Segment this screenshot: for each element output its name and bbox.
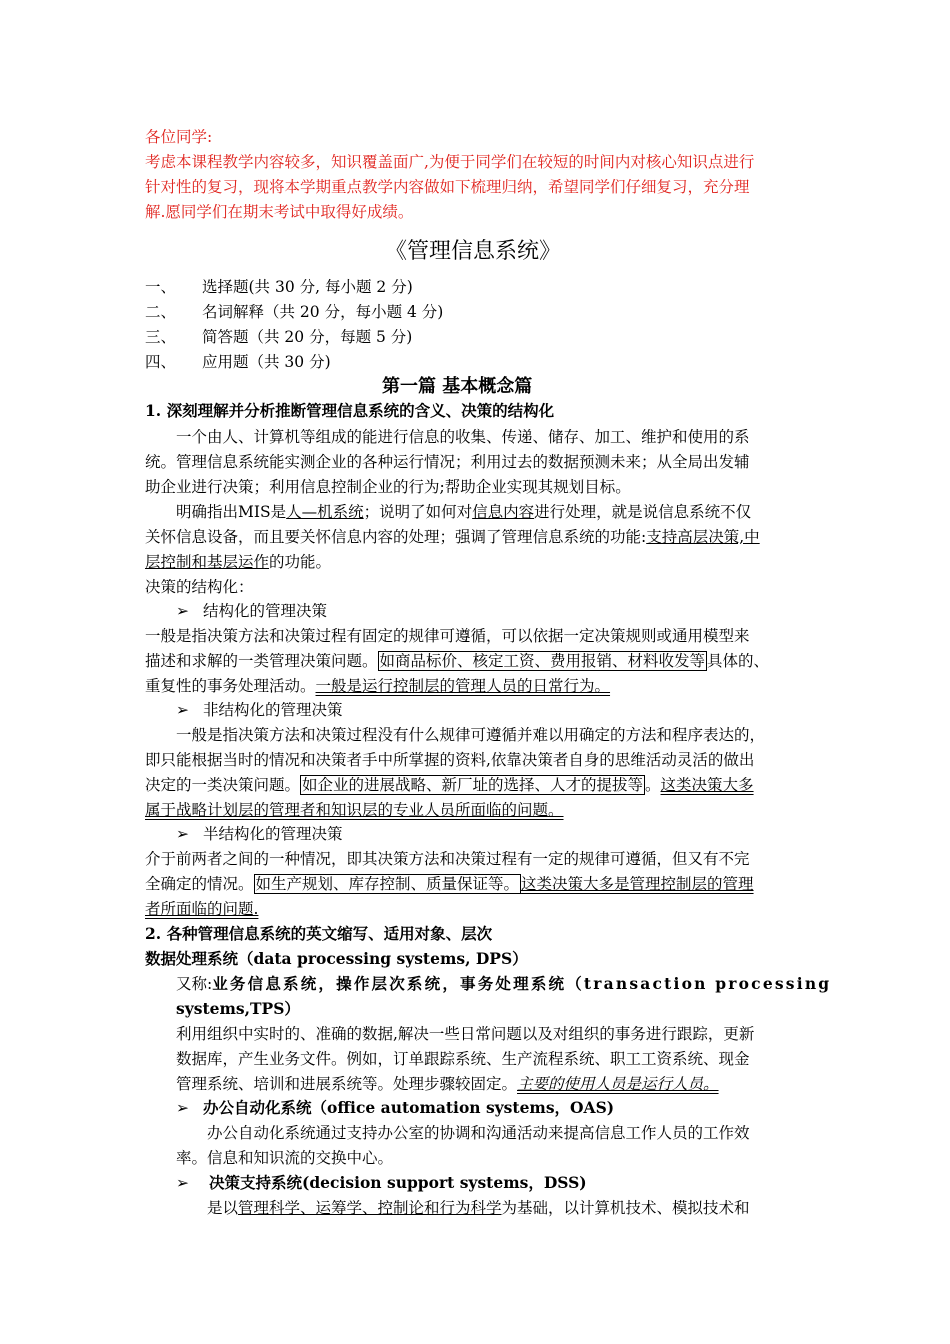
bullet-arrow-icon: ➢ [176, 602, 189, 620]
text-span: 决定的一类决策问题。 [145, 776, 301, 794]
exam-item-1 [145, 277, 413, 297]
structured-line-1: 一般是指决策方法和决策过程有固定的规律可遵循，可以依据一定决策规则或通用模型来 [145, 627, 750, 645]
semistructured-line-1: 介于前两者之间的一种情况，即其决策方法和决策过程有一定的规律可遵循，但又有不完 [145, 850, 750, 868]
semistructured-title-text: 半结构化的管理决策 [203, 825, 343, 843]
semistructured-title [176, 824, 343, 844]
text-span: 是以 [207, 1199, 239, 1217]
dps-line-1: 利用组织中实时的、准确的数据,解决一些日常问题以及对组织的事务进行跟踪，更新 [176, 1025, 755, 1043]
boxed-example: 如商品标价、核定工资、费用报销、材料收发等 [379, 652, 706, 670]
text-span: 的功能。 [269, 553, 332, 571]
double-underlined-text: 这类决策大多 [660, 776, 754, 794]
exam-item-text: 名词解释（共 20 分，每小题 4 分) [202, 303, 444, 321]
intro-greeting: 各位同学: [145, 128, 213, 146]
exam-item-3 [145, 327, 413, 347]
intro-line-2: 针对性的复习，现将本学期重点教学内容做如下梳理归纳，希望同学们仔细复习，充分理 [145, 178, 750, 196]
bullet-arrow-icon: ➢ [176, 1174, 189, 1192]
structured-title-text: 结构化的管理决策 [203, 602, 328, 620]
double-underlined-text: 者所面临的问题. [145, 900, 259, 918]
text-span: 关怀信息设备，而且要关怀信息内容的处理；强调了管理信息系统的功能: [145, 528, 647, 546]
structured-line-3 [145, 676, 610, 696]
unstructured-line-4 [145, 800, 564, 820]
text-span: 。 [645, 776, 661, 794]
exam-item-text: 简答题（共 20 分，每题 5 分) [202, 328, 413, 346]
oas-line-1: 办公自动化系统通过支持办公室的协调和沟通活动来提高信息工作人员的工作效 [207, 1124, 750, 1142]
text-span: 为基础，以计算机技术、模拟技术和 [501, 1199, 750, 1217]
text-span: ；说明了如何对 [363, 503, 473, 521]
underlined-term: 管理科学、运筹学、控制论和行为科学 [238, 1199, 502, 1217]
double-underlined-text: 这类决策大多是管理控制层的管理 [521, 875, 754, 893]
unstructured-line-3 [145, 775, 754, 795]
bullet-arrow-icon: ➢ [176, 825, 189, 843]
exam-item-num: 二、 [145, 303, 177, 321]
exam-item-4 [145, 352, 331, 372]
exam-item-2 [145, 302, 444, 322]
section2-heading: 2. 各种管理信息系统的英文缩写、适用对象、层次 [145, 924, 493, 943]
text-span: 重复性的事务处理活动。 [145, 677, 316, 695]
boxed-example: 如企业的进展战略、新厂址的选择、人才的提拔等 [302, 776, 644, 794]
semistructured-line-3 [145, 899, 258, 919]
boxed-example: 如生产规划、库存控制、质量保证等。 [255, 875, 520, 893]
dps-line-2: 数据库，产生业务文件。例如，订单跟踪系统、生产流程系统、职工工资系统、现金 [176, 1050, 750, 1068]
exam-item-text: 选择题(共 30 分, 每小题 2 分) [202, 278, 413, 296]
exam-item-num: 一、 [145, 278, 177, 296]
unstructured-line-2: 即只能根据当时的情况和决策者手中所掌握的资料,依靠决策者自身的思维活动灵活的做出 [145, 751, 755, 769]
section1-para1-line2: 统。管理信息系统能实测企业的各种运行情况；利用过去的数据预测未来；从全局出发辅 [145, 453, 750, 471]
oas-title [176, 1098, 614, 1118]
double-underlined-text: 属于战略计划层的管理者和知识层的专业人员所面临的问题。 [145, 801, 564, 819]
structured-title [176, 601, 327, 621]
underlined-term: 支持高层决策,中 [646, 528, 760, 546]
part1-title: 第一篇 基本概念篇 [382, 376, 533, 397]
text-span: 具体的、 [707, 652, 770, 670]
decision-structure-label: 决策的结构化： [145, 578, 254, 596]
double-underlined-text: 主要的使用人员是运行人员。 [517, 1075, 719, 1093]
unstructured-line-1: 一般是指决策方法和决策过程没有什么规律可遵循并难以用确定的方法和程序表达的， [176, 726, 766, 744]
text-span: 管理系统、培训和进展系统等。处理步骤较固定。 [176, 1075, 518, 1093]
section1-para1-line3: 助企业进行决策；利用信息控制企业的行为;帮助企业实现其规划目标。 [145, 478, 631, 496]
exam-item-text: 应用题（共 30 分) [202, 353, 331, 371]
oas-line-2: 率。信息和知识流的交换中心。 [176, 1149, 394, 1167]
intro-line-3: 解.愿同学们在期末考试中取得好成绩。 [145, 203, 414, 221]
section1-para1-line1: 一个由人、计算机等组成的能进行信息的收集、传递、储存、加工、维护和使用的系 [176, 428, 750, 446]
underlined-term: 人—机系统 [286, 503, 364, 521]
unstructured-title [176, 700, 343, 720]
text-span: 全确定的情况。 [145, 875, 254, 893]
exam-item-num: 四、 [145, 353, 177, 371]
structured-line-2 [145, 651, 769, 671]
dps-aka-line [176, 974, 832, 994]
dps-aka-line-2: systems,TPS） [176, 999, 300, 1018]
document-title: 《管理信息系统》 [385, 239, 562, 264]
semistructured-line-2 [145, 874, 754, 894]
text-span: 明确指出MIS是 [176, 503, 287, 521]
underlined-term: 信息内容 [472, 503, 535, 521]
bullet-arrow-icon: ➢ [176, 701, 189, 719]
bullet-arrow-icon: ➢ [176, 1099, 189, 1117]
dss-title-text: 决策支持系统(decision support systems，DSS) [209, 1173, 587, 1192]
section1-para2-line2 [145, 527, 760, 547]
intro-line-1: 考虑本课程教学内容较多，知识覆盖面广,为便于同学们在较短的时间内对核心知识点进行 [145, 153, 755, 171]
unstructured-title-text: 非结构化的管理决策 [203, 701, 343, 719]
section1-para2-line3 [145, 552, 331, 572]
exam-item-num: 三、 [145, 328, 177, 346]
text-span: 又称: [176, 975, 213, 993]
section1-heading: 1. 深刻理解并分析推断管理信息系统的含义、决策的结构化 [145, 401, 555, 420]
text-span: 进行处理，就是说信息系统不仅 [534, 503, 752, 521]
double-underlined-text: 一般是运行控制层的管理人员的日常行为。 [315, 677, 611, 695]
dss-title [176, 1173, 587, 1193]
bold-text: 业务信息系统，操作层次系统，事务处理系统（transaction processing [212, 974, 832, 993]
oas-title-text: 办公自动化系统（office automation systems，OAS) [203, 1098, 615, 1117]
dps-title: 数据处理系统（data processing systems, DPS） [145, 949, 528, 968]
dss-line-1 [207, 1198, 750, 1218]
section1-para2-line1 [176, 502, 751, 522]
dps-line-3 [176, 1074, 719, 1094]
text-span: 描述和求解的一类管理决策问题。 [145, 652, 378, 670]
underlined-term: 层控制和基层运作 [145, 553, 270, 571]
